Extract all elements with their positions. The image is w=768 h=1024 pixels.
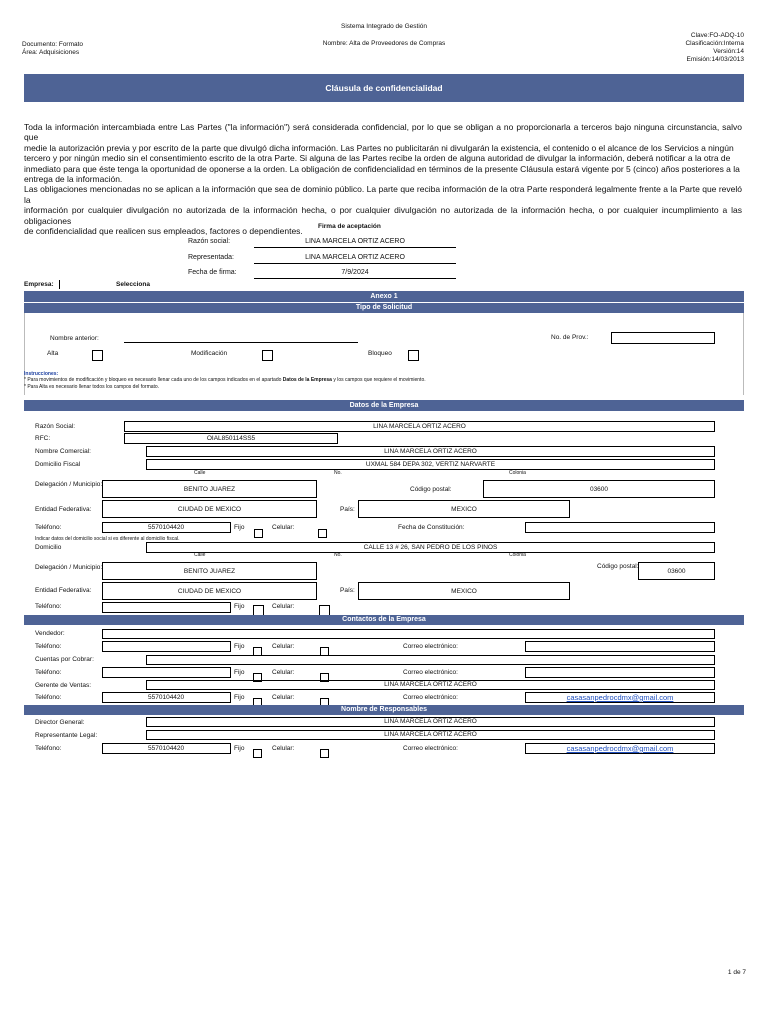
correo-v-field[interactable] (525, 641, 715, 652)
fijo-r-label: Fijo (234, 745, 245, 752)
instrucciones-line1 (24, 377, 426, 383)
colonia-caption: Colonia (509, 552, 526, 558)
tel-vendedor-field[interactable] (102, 641, 231, 652)
celular-v-label: Celular: (272, 643, 295, 650)
clause-line: entrega de la información. (24, 174, 123, 185)
clause-line: inmediato para que éste tenga la oportunidad de oponerse a la orden. La obligación de confidencialidad en términos de la presente Cláusula estará vigente por 5 (cinco) años posteriores a la (24, 163, 740, 174)
delegacion-field[interactable]: BENITO JUAREZ (102, 480, 317, 498)
celular-r-checkbox[interactable] (320, 749, 329, 758)
delegacion2-field[interactable]: BENITO JUAREZ (102, 562, 317, 580)
document-area: Área: Adquisiciones (22, 49, 80, 56)
doc-clasificacion: Clasificación:Interna (685, 40, 744, 47)
clause-line: medie la autorización previa y por escrito de la parte que divulgó dicha información. Las Partes no publicitarán ni divulgarán la existencia, el contenido o el alcance de los Servicios a ningún (24, 142, 734, 153)
clause-line: información por cualquier divulgación no autorizada de la información hecha, o por cualquier divulgación no autorizada de la información hecha, o por cualquier incumplimiento a las obligaciones (24, 205, 742, 226)
pais-label: País: (340, 506, 355, 513)
razon-social-field[interactable]: LINA MARCELA ORTIZ ACERO (124, 421, 715, 432)
delegacion2-label: Delegación / Municipio: (35, 564, 103, 571)
fecha-constitucion-field[interactable] (525, 522, 715, 533)
clause-line: tercero y por ningún medio sin el consentimiento escrito de la otra Parte. Si alguna de las Partes recibe la orden de alguna autoridad de divulgar la información, deberá notificar a la otra de (24, 153, 731, 164)
entidad-field[interactable]: CIUDAD DE MEXICO (102, 500, 317, 518)
sig-razon-value[interactable]: LINA MARCELA ORTIZ ACERO (305, 238, 405, 245)
rfc-field[interactable]: OIAL850114SS5 (124, 433, 338, 444)
sig-rep-line (254, 263, 456, 264)
bloqueo-checkbox[interactable] (408, 350, 419, 361)
tipo-solicitud-band: Tipo de Solicitud (24, 303, 744, 313)
telefono-field[interactable]: 5570104420 (102, 522, 231, 533)
instr-text: * Para movimientos de modificación y bloqueo es necesario llenar cada uno de los campos indicados en el apartado (24, 377, 283, 383)
correo-v-label: Correo electrónico: (403, 643, 458, 650)
responsables-band: Nombre de Responsables (24, 705, 744, 715)
cuentas-label: Cuentas por Cobrar: (35, 656, 94, 663)
fijo-label: Fijo (234, 524, 245, 531)
tel-gerente-label: Teléfono: (35, 694, 62, 701)
clause-line: Toda la información intercambiada entre Las Partes ("la información") será considerada confidencial, por lo que se obligan a no proporcionarla a terceros bajo ninguna circunstancia, salvo que (24, 122, 742, 143)
correo-g-field[interactable] (525, 692, 715, 703)
celular-checkbox[interactable] (318, 529, 327, 538)
sig-razon-line (254, 247, 456, 248)
correo-g-label: Correo electrónico: (403, 694, 458, 701)
no-caption: No. (334, 552, 342, 558)
correo-c-label: Correo electrónico: (403, 669, 458, 676)
delegacion-label: Delegación / Municipio: (35, 481, 103, 488)
no-prov-label: No. de Prov.: (551, 334, 589, 341)
email-link[interactable]: casasanpedrocdmx@gmail.com (566, 693, 674, 702)
telefono-label: Teléfono: (35, 524, 62, 531)
correo-r-label: Correo electrónico: (403, 745, 458, 752)
cp2-field[interactable]: 03600 (638, 562, 715, 580)
nombre-comercial-field[interactable]: LINA MARCELA ORTIZ ACERO (146, 446, 715, 457)
pais2-field[interactable]: MEXICO (358, 582, 570, 600)
sig-rep-label: Representada: (188, 254, 234, 261)
no-caption: No. (334, 470, 342, 476)
celular-label: Celular: (272, 524, 295, 531)
gerente-label: Gerente de Ventas: (35, 682, 92, 689)
celular-g-label: Celular: (272, 694, 295, 701)
empresa-select[interactable]: Selecciona (116, 281, 150, 288)
tel-gerente-field[interactable]: 5570104420 (102, 692, 231, 703)
instr-bold: Datos de la Empresa (282, 377, 332, 383)
sig-fecha-label: Fecha de firma: (188, 269, 237, 276)
clause-line: de confidencialidad que realicen sus empleados, factores o dependientes. (24, 226, 303, 237)
sig-fecha-value[interactable]: 7/9/2024 (341, 269, 369, 276)
clause-title-band: Cláusula de confidencialidad (24, 74, 744, 102)
page-number: 1 de 7 (727, 969, 746, 976)
gerente-field[interactable]: LINA MARCELA ORTIZ ACERO (146, 680, 715, 690)
nombre-anterior-label: Nombre anterior: (50, 335, 99, 342)
correo-r-field[interactable] (525, 743, 715, 754)
fijo-v-label: Fijo (234, 643, 245, 650)
celular-c-label: Celular: (272, 669, 295, 676)
domicilio-label: Domicilio (35, 544, 62, 551)
fijo-c-label: Fijo (234, 669, 245, 676)
rep-legal-field[interactable]: LINA MARCELA ORTIZ ACERO (146, 730, 715, 740)
sig-fecha-line (254, 278, 456, 279)
domicilio-note: Indicar datos del domicilio social si es diferente al domicilio fiscal. (35, 536, 180, 542)
nombre-anterior-field[interactable] (124, 342, 358, 343)
entidad-label: Entidad Federativa: (35, 506, 92, 513)
cp-label: Código postal: (410, 486, 452, 493)
vendedor-label: Vendedor: (35, 630, 65, 637)
sig-razon-label: Razón social: (188, 238, 231, 245)
vendedor-field[interactable] (102, 629, 715, 639)
email-link[interactable]: casasanpedrocdmx@gmail.com (566, 744, 674, 753)
rfc-label: RFC: (35, 435, 51, 442)
tel-resp-field[interactable]: 5570104420 (102, 743, 231, 754)
signature-title: Firma de aceptación (318, 223, 381, 230)
alta-checkbox[interactable] (92, 350, 103, 361)
system-title: Sistema Integrado de Gestión (341, 23, 427, 30)
cp2-label: Código postal: (597, 563, 639, 570)
anexo-band: Anexo 1 (24, 291, 744, 302)
entidad2-field[interactable]: CIUDAD DE MEXICO (102, 582, 317, 600)
fecha-constitucion-label: Fecha de Constitución: (398, 524, 465, 531)
doc-emision: Emisión:14/03/2013 (686, 56, 744, 63)
director-label: Director General: (35, 719, 85, 726)
clause-line: Las obligaciones mencionadas no se aplican a la información que sea de dominio público. La parte que reciba información de la otra Parte responderá legalmente frente a la Parte que reveló la (24, 184, 742, 205)
instrucciones-line2: * Para Alta es necesario llenar todos los campos del formato. (24, 384, 160, 390)
entidad2-label: Entidad Federativa: (35, 587, 92, 594)
sig-rep-value[interactable]: LINA MARCELA ORTIZ ACERO (305, 254, 405, 261)
doc-version: Versión:14 (713, 48, 744, 55)
cp-field[interactable]: 03600 (483, 480, 715, 498)
fijo-r-checkbox[interactable] (253, 749, 262, 758)
rep-legal-label: Representante Legal: (35, 732, 98, 739)
document-name: Nombre: Alta de Proveedores de Compras (322, 40, 446, 47)
domicilio-fiscal-label: Domicilio Fiscal (35, 461, 81, 468)
telefono2-field[interactable] (102, 602, 231, 613)
modificacion-checkbox[interactable] (262, 350, 273, 361)
correo-c-field[interactable] (525, 667, 715, 678)
nombre-comercial-label: Nombre Comercial: (35, 448, 91, 455)
fijo2-label: Fijo (234, 603, 245, 610)
director-field[interactable]: LINA MARCELA ORTIZ ACERO (146, 717, 715, 727)
telefono2-label: Teléfono: (35, 603, 62, 610)
no-prov-field[interactable] (611, 332, 715, 344)
contactos-band: Contactos de la Empresa (24, 615, 744, 625)
datos-empresa-band: Datos de la Empresa (24, 400, 744, 411)
domicilio-fiscal-field[interactable]: UXMAL 584 DEPA 302, VERTIZ NARVARTE (146, 459, 715, 470)
cuentas-field[interactable] (146, 655, 715, 665)
bloqueo-label: Bloqueo (368, 350, 392, 357)
clause-text (24, 122, 742, 236)
tel-cuentas-label: Teléfono: (35, 669, 62, 676)
celular2-label: Celular: (272, 603, 295, 610)
alta-label: Alta (47, 350, 59, 357)
colonia-caption: Colonia (509, 470, 526, 476)
pais-field[interactable]: MEXICO (358, 500, 570, 518)
pais2-label: País: (340, 587, 355, 594)
instr-text: y los campos que requiere el movimiento. (331, 377, 426, 383)
domicilio-field[interactable]: CALLE 13 # 26, SAN PEDRO DE LOS PINOS (146, 542, 715, 553)
celular-r-label: Celular: (272, 745, 295, 752)
razon-social-label: Razón Social: (35, 423, 76, 430)
empresa-label: Empresa: (24, 281, 54, 288)
tel-resp-label: Teléfono: (35, 745, 62, 752)
doc-clave: Clave:FO-ADQ-10 (690, 32, 744, 39)
tel-cuentas-field[interactable] (102, 667, 231, 678)
fijo-g-label: Fijo (234, 694, 245, 701)
empresa-divider (59, 280, 60, 289)
calle-caption: Calle (194, 470, 206, 476)
modificacion-label: Modificación (191, 350, 228, 357)
tel-vendedor-label: Teléfono: (35, 643, 62, 650)
instrucciones-title: Instrucciones: (24, 371, 59, 377)
fijo-checkbox[interactable] (254, 529, 263, 538)
calle-caption: Calle (194, 552, 206, 558)
document-type: Documento: Formato (22, 41, 84, 48)
